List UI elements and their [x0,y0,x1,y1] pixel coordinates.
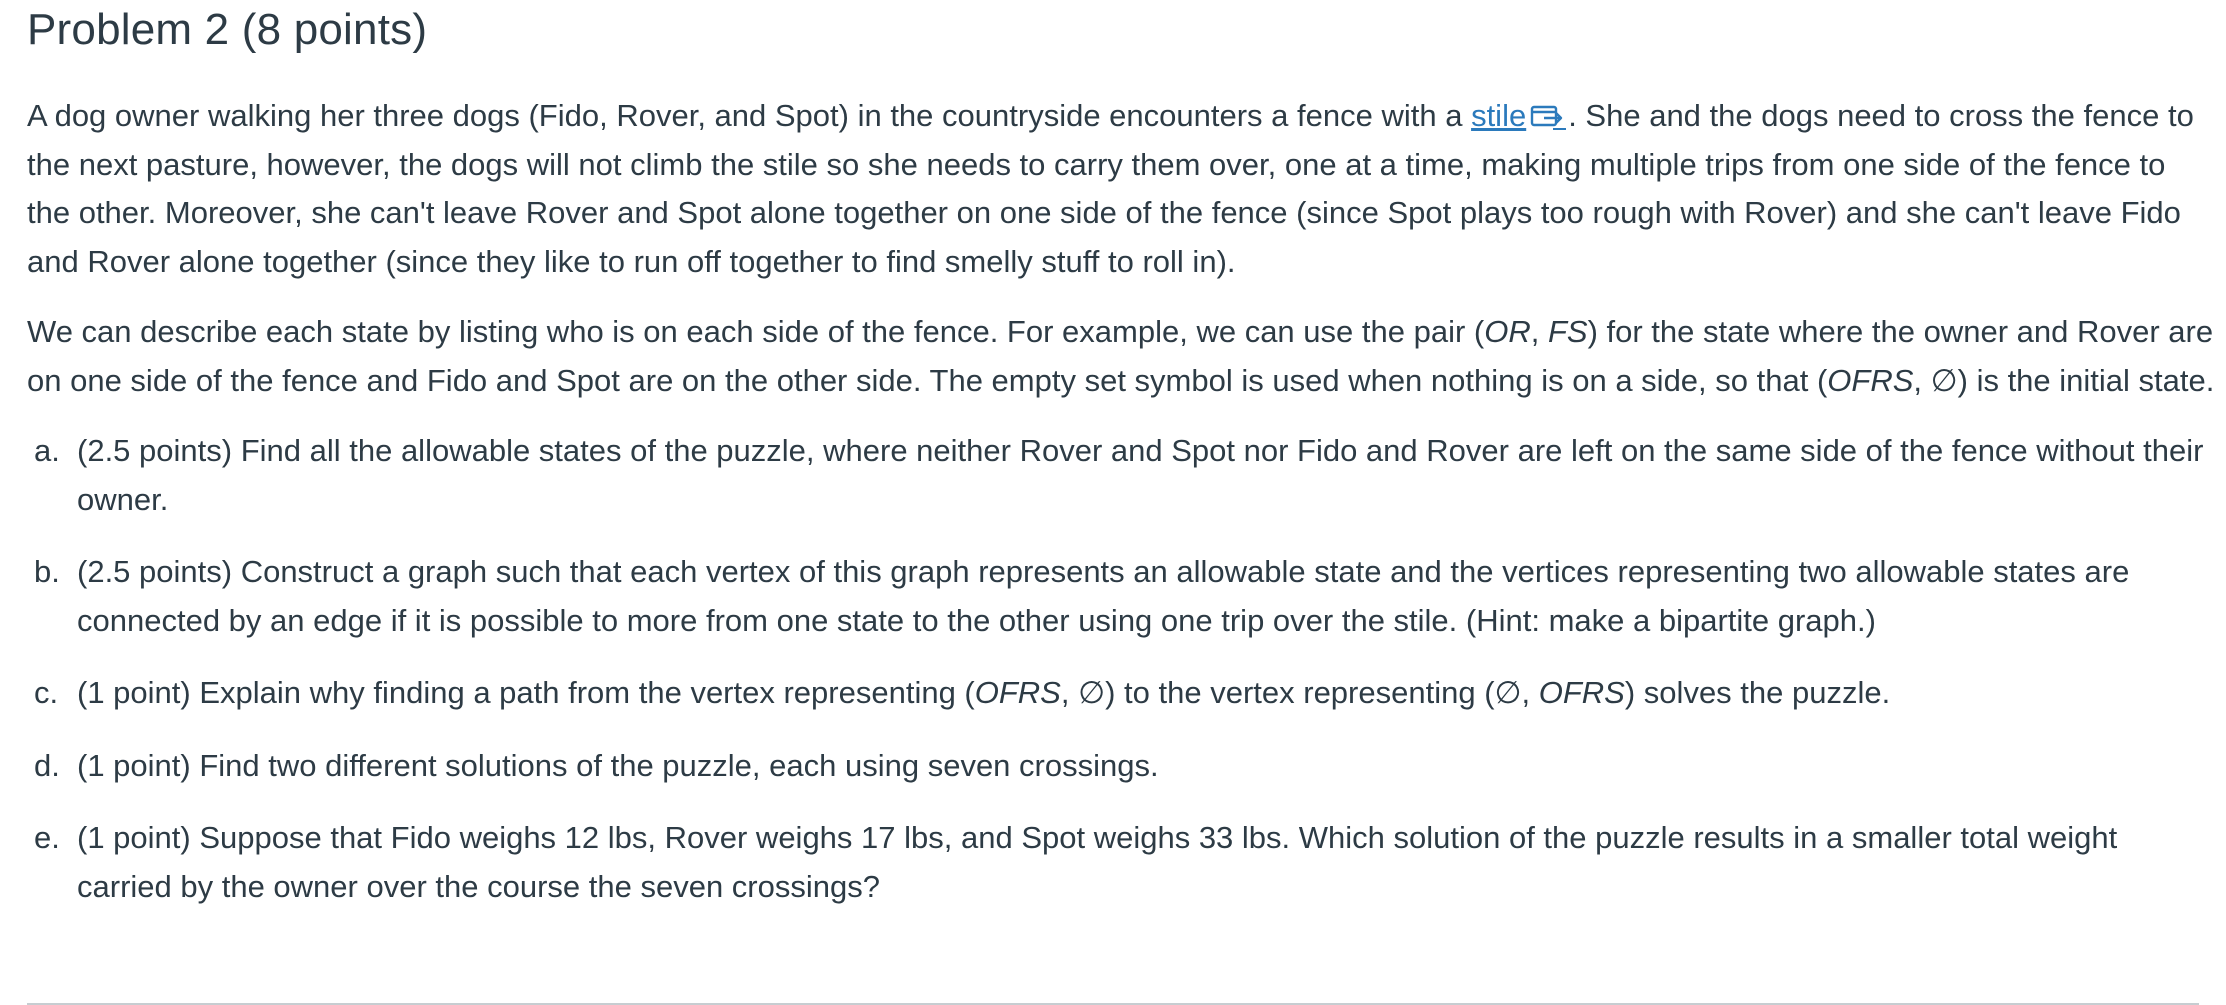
part-d-marker: d. [34,747,60,783]
part-e-marker: e. [34,820,60,855]
problem-intro-paragraph [27,92,2217,286]
part-d-text: (1 point) Find two different solutions of the puzzle, each using seven crossings. [77,747,1159,783]
part-a [27,427,2217,524]
state-text-1: We can describe each state by listing who is on each side of the fence. For example, we can use the pair ( [27,314,1485,349]
part-c [27,669,2217,718]
state-text-4: , ∅) is the initial state. [1913,362,2215,398]
intro-text-end: . She and the dogs need to cross the fence to the next pasture, however, the dogs will not climb the stile so she needs to carry them over, one at a time, making multiple trips from one side of the fence to the other. Moreover, she can't leave Rover and Spot alone together on one side of the fence (since Spot plays too rough with Rover) and she can't leave Fido and Rover alone together (since they like to run off together to find smelly stuff to roll in). [27,98,2194,279]
state-text-2: , [1530,314,1548,349]
problem-parts-list [27,427,2217,911]
state-description-paragraph [27,308,2217,405]
part-b-text: (2.5 points) Construct a graph such that each vertex of this graph represents an allowable state and the vertices representing two allowable states are connected by an edge if it is possible to more from one state to the other using one trip over the stile. (Hint: make a bipartite graph.) [77,554,2130,638]
part-c-math-1: OFRS [974,675,1061,710]
part-c-marker: c. [34,675,59,710]
stile-link[interactable]: stile [1471,98,1527,133]
state-text-3: ) for the state where the owner and Rover are on one side of the fence and Fido and Spot are on the other side. The empty set symbol is used when nothing is on a side, so that ( [27,314,2214,398]
part-b [27,548,2217,645]
problem-title: Problem 2 (8 points) [27,5,428,54]
part-c-text-3: ) solves the puzzle. [1624,675,1891,710]
part-c-text-1: (1 point) Explain why finding a path from the vertex representing ( [77,675,975,710]
state-math-or: OR [1484,314,1531,349]
part-c-math-2: OFRS [1538,675,1625,710]
part-e-text: (1 point) Suppose that Fido weighs 12 lbs, Rover weighs 17 lbs, and Spot weighs 33 lbs. Which solution of the puzzle results in a smaller total weight carried by the owner over the course the seven crossings? [77,820,2118,904]
intro-text-start: A dog owner walking her three dogs (Fido, Rover, and Spot) in the countryside encounters a fence with a [27,98,1472,133]
part-b-marker: b. [34,554,60,589]
part-d [27,742,2217,791]
part-e [27,814,2217,911]
part-a-marker: a. [34,433,60,468]
part-a-text: (2.5 points) Find all the allowable states of the puzzle, where neither Rover and Spot nor Fido and Rover are left on the same side of the fence without their owner. [77,433,2204,517]
state-math-fs: FS [1547,314,1588,349]
external-link-icon[interactable] [1530,101,1568,131]
state-math-ofrs: OFRS [1827,362,1914,398]
part-c-text-2: , ∅) to the vertex representing (∅, [1060,675,1539,710]
